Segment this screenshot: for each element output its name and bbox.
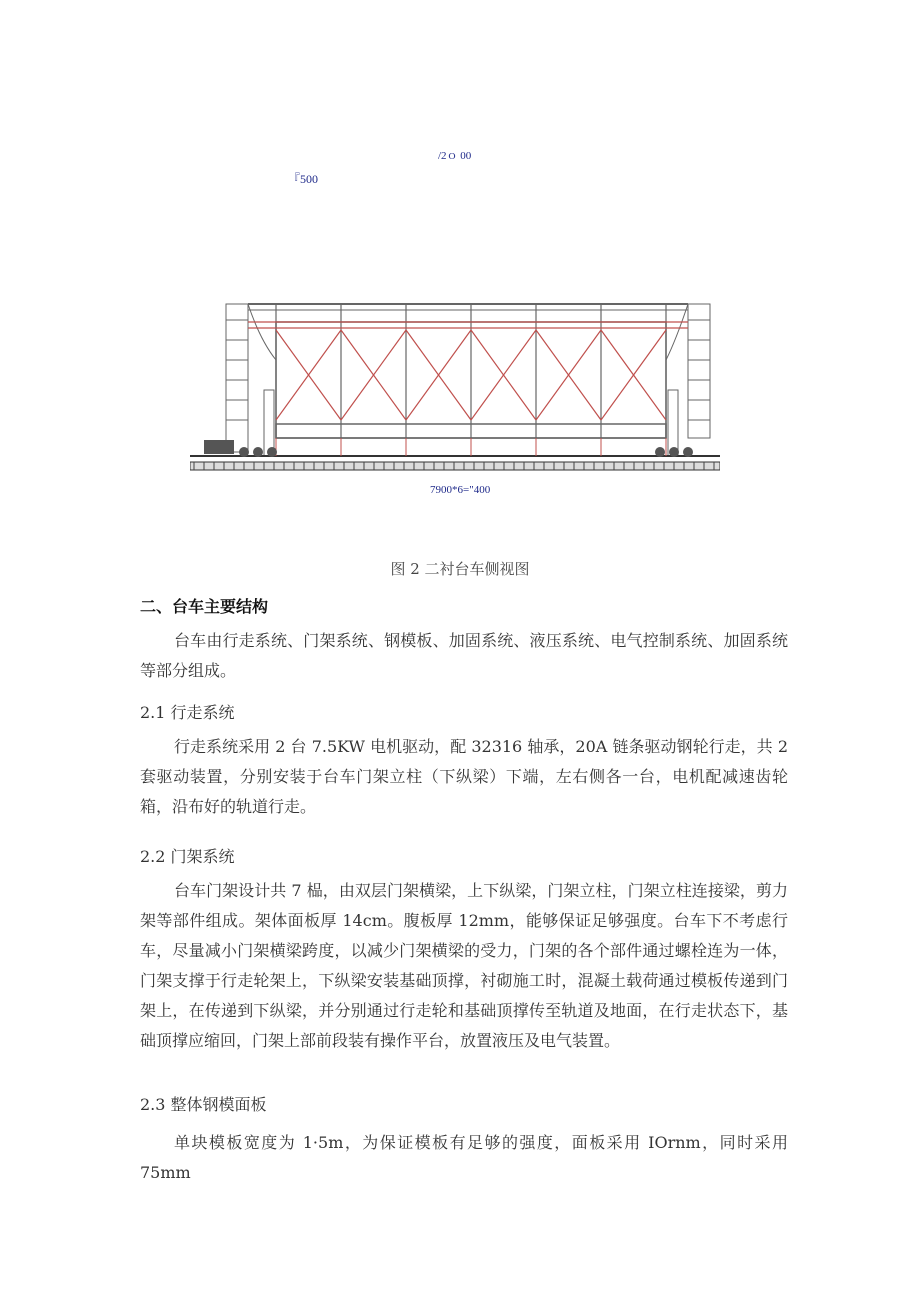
drive-motor [204, 440, 234, 454]
section-heading: 二、台车主要结构 [140, 597, 269, 616]
section-intro: 台车由行走系统、门架系统、钢模板、加固系统、液压系统、电气控制系统、加固系统等部分组成。 [140, 631, 788, 680]
subsection-body-gantry: 台车门架设计共 7 榀，由双层门架横梁，上下纵梁，门架立柱，门架立柱连接梁，剪力架等部件组成。架体面板厚 14cm。腹板厚 12mm，能够保证足够强度。台车下不考虑行车，尽量减小门架横梁跨度，以减少门架横梁的受力，门架的各个部件通过螺栓连为一体，门架支撑于行走轮架上，下纵梁安装基础顶撑，衬砌施工时，混凝土载荷通过模板传递到门架上，在传递到下纵梁，并分别通过行走轮和基础顶撑传至轨道及地面，在行走状态下，基础顶撑应缩回，门架上部前段装有操作平台，放置液压及电气装置。 [140, 881, 788, 1050]
subsection-title-walking: 2.1 行走系统 [140, 703, 235, 722]
walking-wheel [655, 447, 665, 457]
subsection-title-formwork: 2.3 整体钢模面板 [140, 1095, 267, 1114]
dimension-label-left: 『500 [288, 172, 319, 186]
subsection-body-walking: 行走系统采用 2 台 7.5KW 电机驱动，配 32316 轴承，20A 链条驱动钢轮行走，共 2 套驱动装置，分别安装于台车门架立柱（下纵梁）下端，左右侧各一台，电机配减速齿轮箱，沿布好的轨道行走。 [140, 737, 788, 816]
walking-wheel [253, 447, 263, 457]
subsection-title-gantry: 2.2 门架系统 [140, 847, 235, 866]
figure-caption: 图 2 二衬台车侧视图 [390, 560, 530, 578]
subsection-body-formwork: 单块模板宽度为 1·5m，为保证模板有足够的强度，面板采用 IOrnm，同时采用 75mm [140, 1133, 788, 1182]
walking-wheel [683, 447, 693, 457]
trolley-side-view-drawing [190, 300, 720, 480]
walking-wheel [669, 447, 679, 457]
walking-wheel [267, 447, 277, 457]
dimension-label-top: /2ｏ 00 [438, 150, 472, 162]
walking-wheel [239, 447, 249, 457]
dimension-label-bottom: 7900*6="400 [430, 484, 491, 496]
